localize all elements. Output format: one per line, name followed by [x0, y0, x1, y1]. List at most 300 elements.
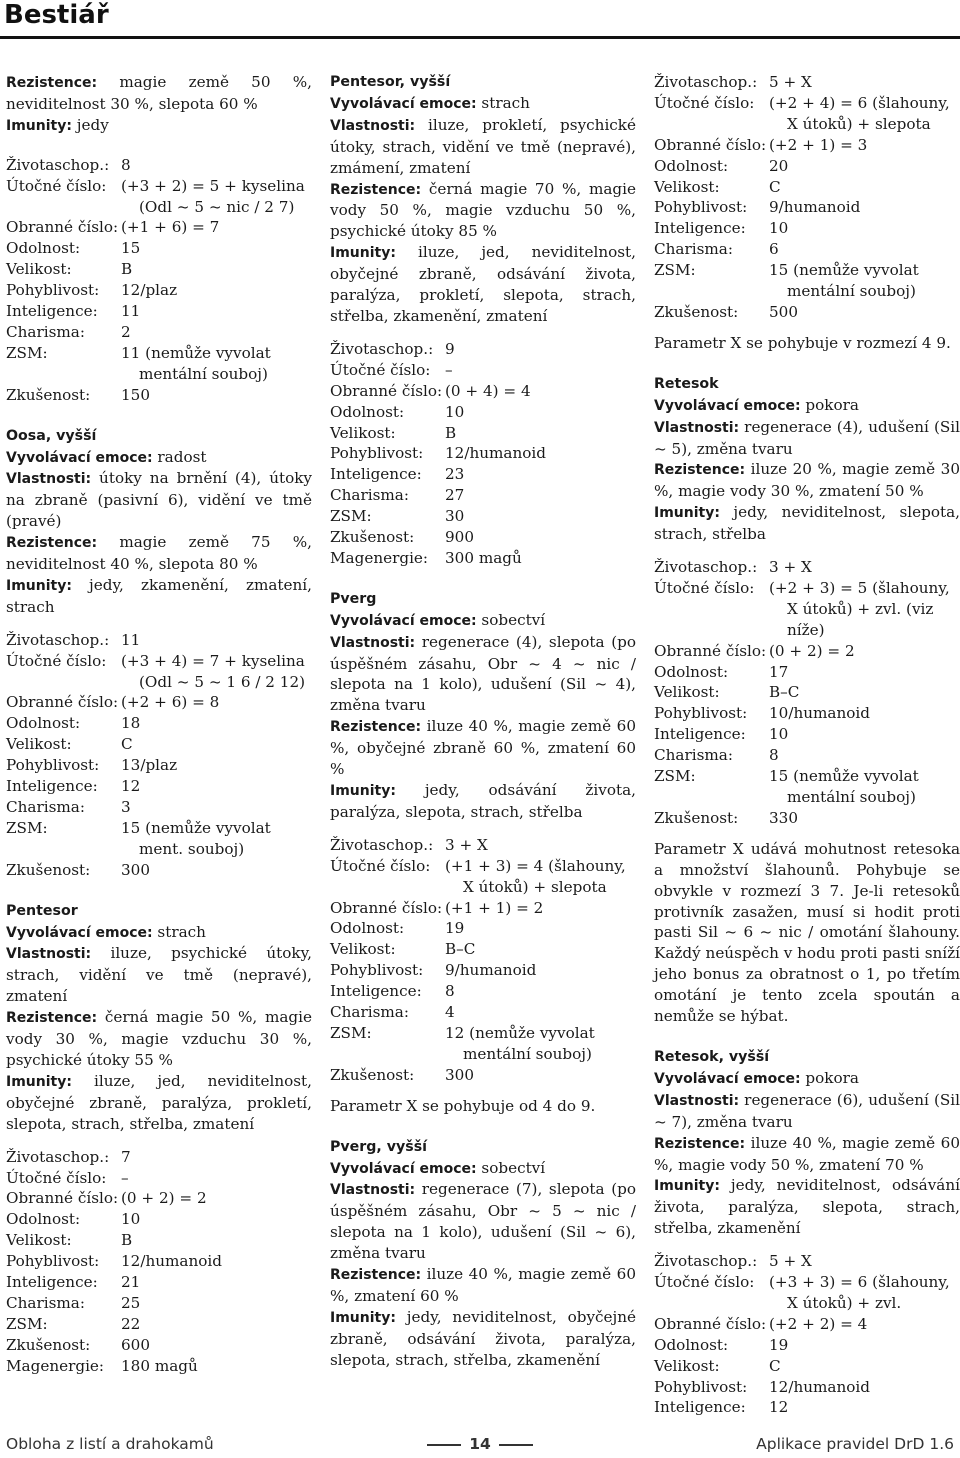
stat-row	[654, 745, 960, 766]
stat-label	[6, 197, 121, 218]
stat-label: Charisma:	[330, 1003, 409, 1022]
stat-row	[654, 1356, 960, 1377]
stat-row	[654, 135, 960, 156]
stat-value: 27	[445, 486, 465, 505]
property-key: Vyvolávací emoce:	[330, 1160, 477, 1177]
property-key: Imunity:	[6, 117, 72, 134]
stat-row	[654, 1314, 960, 1335]
stat-row	[6, 176, 312, 197]
stat-row	[6, 1251, 312, 1272]
stat-value: ment. souboj)	[139, 839, 245, 858]
stat-row	[330, 898, 636, 919]
stat-row	[330, 443, 636, 464]
stat-block	[330, 339, 636, 569]
stat-label: Obranné číslo:	[330, 381, 443, 400]
stat-label: Velikost:	[6, 260, 72, 279]
stat-row	[654, 578, 960, 599]
stat-row	[654, 1272, 960, 1293]
monster-property	[6, 1071, 312, 1135]
stat-row	[654, 1377, 960, 1398]
stat-value: 12/plaz	[121, 281, 178, 300]
monster-name: Retesok, vyšší	[654, 1048, 770, 1065]
stat-row	[6, 301, 312, 322]
monster-property	[330, 115, 636, 179]
stat-row	[330, 981, 636, 1002]
stat-value: 12/humanoid	[121, 1252, 222, 1271]
property-key: Rezistence:	[330, 181, 422, 198]
property-value: sobectví	[476, 610, 546, 629]
stat-label: Pohyblivost:	[654, 704, 748, 723]
stat-row	[6, 860, 312, 881]
stat-row	[6, 217, 312, 238]
stat-value: 10	[769, 725, 789, 744]
stat-row	[654, 1397, 960, 1418]
stat-block	[654, 557, 960, 829]
stat-label: Inteligence:	[654, 219, 746, 238]
stat-label: Velikost:	[330, 423, 396, 442]
monster-property	[6, 575, 312, 618]
property-value: regenerace (4), udušení (Sil ~ 5), změna tvaru	[654, 417, 960, 458]
monster-entry	[330, 1137, 636, 1371]
stat-label: ZSM:	[654, 767, 696, 786]
property-value: černá magie 50 %, magie vody 30 %, magie vzduchu 30 %, psychické útoky 55 %	[6, 1008, 312, 1069]
stat-label: Pohyblivost:	[6, 281, 100, 300]
property-key: Vlastnosti:	[654, 419, 740, 436]
stat-label: Obranné číslo:	[6, 218, 119, 237]
stat-label: Charisma:	[654, 746, 733, 765]
stat-row	[6, 197, 312, 218]
column-1	[6, 72, 312, 1377]
stat-row	[654, 808, 960, 829]
stat-value: (+1 + 3) = 4 (šlahouny,	[445, 856, 626, 875]
property-value: jedy	[71, 115, 109, 134]
stat-value: (+2 + 3) = 5 (šlahouny,	[769, 578, 950, 597]
stat-value: 3 + X	[769, 558, 812, 577]
stat-row	[6, 839, 312, 860]
stat-row	[6, 155, 312, 176]
stat-row	[6, 1188, 312, 1209]
stat-value: (Odl ~ 5 ~ nic / 2 7)	[139, 197, 295, 216]
stat-label	[654, 1293, 769, 1314]
stat-row	[654, 662, 960, 683]
monster-property	[654, 459, 960, 502]
stat-row	[6, 818, 312, 839]
monster-entry	[6, 901, 312, 1377]
stat-label: Odolnost:	[654, 156, 729, 175]
stat-value: 9/humanoid	[445, 961, 537, 980]
stat-value: 12	[769, 1398, 789, 1417]
property-value: jedy, zkamenění, zmatení, strach	[6, 575, 312, 616]
monster-name: Pentesor	[6, 902, 78, 919]
stat-label: Charisma:	[6, 322, 85, 341]
property-key: Rezistence:	[330, 719, 422, 736]
column-3	[654, 72, 960, 1418]
stat-row	[6, 734, 312, 755]
property-value: strach	[152, 922, 206, 941]
stat-value: 300	[445, 1065, 474, 1084]
stat-row	[6, 1230, 312, 1251]
stat-label: Obranné číslo:	[654, 135, 767, 154]
stat-label	[654, 281, 769, 302]
monster-entry	[654, 1047, 960, 1418]
property-value: iluze, psychické útoky, strach, vidění ve tmě (nepravé), zmatení	[6, 944, 312, 1006]
stat-value: mentální souboj)	[787, 788, 916, 806]
stat-value: B	[121, 1231, 133, 1250]
stat-value: (Odl ~ 5 ~ 1 6 / 2 12)	[139, 672, 306, 691]
stat-label: Velikost:	[654, 683, 720, 702]
stat-value: 10/humanoid	[769, 704, 870, 723]
stat-label: Životaschop.:	[330, 339, 434, 358]
stat-row	[654, 1293, 960, 1314]
property-value: černá magie 70 %, magie vody 50 %, magie vzduchu 50 %, psychické útoky 85 %	[330, 179, 636, 241]
monster-property	[6, 468, 312, 532]
property-key: Vyvolávací emoce:	[330, 95, 477, 112]
stat-block	[654, 72, 960, 323]
stat-label: Útočné číslo:	[330, 856, 431, 875]
stat-label: Životaschop.:	[6, 1147, 110, 1166]
stat-value: 11	[121, 630, 141, 649]
monster-entry	[330, 72, 636, 569]
stat-value: 9/humanoid	[769, 198, 861, 217]
stat-row	[6, 1168, 312, 1189]
stat-value: (+1 + 1) = 2	[445, 898, 544, 917]
property-key: Vlastnosti:	[6, 946, 92, 963]
stat-label: ZSM:	[330, 507, 372, 526]
stat-value: 13/plaz	[121, 756, 178, 775]
stat-label: Zkušenost:	[6, 860, 91, 879]
stat-label: ZSM:	[654, 261, 696, 280]
monster-property	[6, 447, 312, 469]
stat-value: C	[769, 177, 781, 196]
stat-row	[330, 506, 636, 527]
property-key: Vyvolávací emoce:	[6, 924, 153, 941]
stat-row	[330, 939, 636, 960]
stat-label: Charisma:	[6, 798, 85, 816]
stat-label: Zkušenost:	[6, 1335, 91, 1354]
property-value: jedy, neviditelnost, odsávání života, paralýza, slepota, strach, střelba, zkamenění	[654, 1176, 960, 1238]
monster-property	[330, 610, 636, 632]
stat-label: Odolnost:	[6, 1210, 81, 1229]
stat-label: Životaschop.:	[6, 630, 110, 649]
monster-property	[654, 1133, 960, 1176]
stat-label: ZSM:	[6, 818, 48, 837]
stat-value: (0 + 4) = 4	[445, 381, 531, 400]
stat-value: mentální souboj)	[463, 1044, 592, 1063]
stat-row	[654, 93, 960, 114]
property-key: Imunity:	[6, 1073, 72, 1090]
stat-value: 23	[445, 465, 465, 484]
footer-dash-right	[499, 1444, 533, 1446]
monster-name: Pverg	[330, 590, 377, 607]
monster-property	[330, 1179, 636, 1264]
stat-row	[330, 527, 636, 548]
property-value: iluze 40 %, magie země 60 %, obyčejné zbraně 60 %, zmatení 60 %	[330, 717, 636, 779]
monster-property	[6, 943, 312, 1007]
stat-label	[6, 364, 121, 385]
property-key: Vyvolávací emoce:	[654, 1070, 801, 1087]
monster-property	[654, 502, 960, 545]
stat-label: Útočné číslo:	[654, 1273, 755, 1292]
monster-entry	[6, 72, 312, 406]
stat-label: Inteligence:	[6, 1273, 98, 1292]
stat-row	[654, 197, 960, 218]
property-value: iluze, jed, neviditelnost, obyčejné zbraně, odsávání života, paralýza, prokletí, slepota, strach, střelba, zkamenění, zmatení	[330, 243, 636, 325]
monster-property	[330, 1307, 636, 1371]
stat-value: 8	[121, 155, 131, 174]
monster-property	[330, 632, 636, 717]
stat-label: Zkušenost:	[330, 528, 415, 547]
stat-value: 5 + X	[769, 1252, 812, 1271]
stat-value: 330	[769, 808, 798, 827]
stat-value: C	[121, 735, 133, 754]
stat-value: X útoků) + zvl. (viz níže)	[787, 599, 934, 639]
stat-value: 19	[769, 1335, 789, 1354]
stat-row	[654, 724, 960, 745]
monster-property	[654, 1090, 960, 1133]
page-footer	[0, 1425, 960, 1455]
stat-label: Zkušenost:	[654, 808, 739, 827]
monster-property	[6, 532, 312, 575]
stat-label	[654, 599, 769, 641]
stat-note: Parametr X udává mohutnost retesoka a množství šlahounů. Pohybuje se obvykle v rozmezí 3 7. Je-li retesoků protivník zasažen, musí si hodit proti pasti Sil ~ 6 ~ nic / omotání šlahouny. Každý neúspěch v hodu proti pasti sníží jeho bonus za obratnost o 1, po třetím omotání je tento zcela spoután a nemůže se hýbat.	[654, 839, 960, 1026]
stat-value: (+2 + 2) = 4	[769, 1314, 868, 1333]
stat-value: B–C	[769, 683, 800, 702]
property-key: Vyvolávací emoce:	[6, 449, 153, 466]
stat-label: Pohyblivost:	[654, 198, 748, 217]
stat-row	[654, 114, 960, 135]
stat-row	[330, 1044, 636, 1065]
stat-row	[6, 1147, 312, 1168]
stat-value: mentální souboj)	[787, 282, 916, 301]
stat-label: Odolnost:	[6, 714, 81, 733]
stat-value: (0 + 2) = 2	[769, 641, 855, 660]
stat-row	[330, 856, 636, 877]
stat-label	[654, 114, 769, 135]
stat-value: B	[445, 423, 457, 442]
stat-value: 15 (nemůže vyvolat	[769, 767, 919, 786]
property-key: Rezistence:	[330, 1267, 422, 1284]
stat-value: X útoků) + zvl.	[787, 1293, 902, 1312]
column-2	[330, 72, 636, 1371]
property-value: iluze, prokletí, psychické útoky, strach, vidění ve tmě (nepravé), zmámení, zmatení	[330, 115, 636, 177]
stat-row	[330, 918, 636, 939]
monster-property	[654, 1068, 960, 1090]
footer-series-title: Aplikace pravidel DrD 1.6	[756, 1435, 954, 1453]
stat-label: Inteligence:	[330, 465, 422, 484]
property-key: Vyvolávací emoce:	[330, 612, 477, 629]
stat-value: 7	[121, 1147, 131, 1166]
stat-value: 21	[121, 1273, 141, 1292]
property-value: iluze 20 %, magie země 30 %, magie vody 30 %, zmatení 50 %	[654, 460, 960, 501]
stat-row	[6, 364, 312, 385]
stat-label: Odolnost:	[330, 402, 405, 421]
property-key: Vyvolávací emoce:	[654, 397, 801, 414]
property-value: jedy, neviditelnost, slepota, strach, střelba	[654, 503, 960, 544]
property-key: Imunity:	[330, 245, 396, 262]
stat-label: Velikost:	[654, 177, 720, 196]
stat-label: Inteligence:	[330, 982, 422, 1001]
stat-value: 8	[445, 982, 455, 1001]
footer-dash-left	[427, 1444, 461, 1446]
stat-row	[330, 1002, 636, 1023]
stat-row	[6, 238, 312, 259]
stat-label: Velikost:	[6, 735, 72, 754]
property-key: Vlastnosti:	[330, 117, 416, 134]
stat-row	[6, 280, 312, 301]
stat-row	[654, 260, 960, 281]
stat-value: (+2 + 6) = 8	[121, 693, 220, 712]
stat-row	[654, 1335, 960, 1356]
stat-label: Obranné číslo:	[330, 898, 443, 917]
monster-property	[330, 1264, 636, 1307]
stat-label: Pohyblivost:	[330, 444, 424, 463]
stat-value: 12 (nemůže vyvolat	[445, 1023, 595, 1042]
stat-row	[6, 692, 312, 713]
stat-row	[330, 360, 636, 381]
property-key: Vlastnosti:	[330, 634, 416, 651]
monster-name: Pverg, vyšší	[330, 1138, 427, 1155]
stat-row	[330, 877, 636, 898]
stat-row	[6, 651, 312, 672]
stat-label: Životaschop.:	[330, 835, 434, 854]
stat-row	[330, 381, 636, 402]
stat-value: (+2 + 4) = 6 (šlahouny,	[769, 93, 950, 112]
stat-value: 180 magů	[121, 1356, 198, 1375]
stat-value: 5 + X	[769, 73, 812, 91]
stat-row	[654, 787, 960, 808]
monster-name: Oosa, vyšší	[6, 427, 97, 444]
stat-value: B	[121, 260, 133, 279]
stat-row	[6, 1314, 312, 1335]
stat-row	[6, 755, 312, 776]
stat-value: 4	[445, 1003, 455, 1022]
property-key: Imunity:	[330, 1309, 396, 1326]
property-value: pokora	[800, 1068, 859, 1087]
stat-value: 12/humanoid	[445, 444, 546, 463]
stat-block	[6, 1147, 312, 1377]
monster-property	[6, 922, 312, 944]
property-value: pokora	[800, 395, 859, 414]
monster-property	[6, 115, 312, 137]
stat-row	[654, 703, 960, 724]
stat-label: ZSM:	[6, 1314, 48, 1333]
stat-row	[654, 281, 960, 302]
stat-value: 10	[121, 1210, 141, 1229]
property-key: Rezistence:	[654, 462, 746, 479]
stat-value: X útoků) + slepota	[787, 114, 931, 133]
stat-row	[6, 322, 312, 343]
monster-entry	[6, 426, 312, 881]
stat-label: Inteligence:	[6, 302, 98, 321]
stat-row	[654, 239, 960, 260]
stat-row	[330, 960, 636, 981]
stat-label: Životaschop.:	[654, 73, 758, 91]
stat-value: mentální souboj)	[139, 364, 268, 383]
stat-value: 600	[121, 1335, 150, 1354]
stat-row	[6, 630, 312, 651]
stat-label: Pohyblivost:	[654, 1377, 748, 1396]
stat-value: 30	[445, 507, 465, 526]
property-value: regenerace (7), slepota (po úspěšném zásahu, Obr ~ 5 ~ nic / slepota na 1 kolo), udušení (Sil ~ 6), změna tvaru	[330, 1180, 636, 1263]
stat-row	[330, 402, 636, 423]
stat-label: Útočné číslo:	[330, 360, 431, 379]
stat-label: Zkušenost:	[654, 302, 739, 321]
stat-value: 3 + X	[445, 835, 488, 854]
stat-value: 6	[769, 240, 779, 259]
stat-value: (+3 + 2) = 5 + kyselina	[121, 176, 305, 195]
stat-label: Životaschop.:	[654, 558, 758, 577]
stat-label: Charisma:	[330, 486, 409, 505]
page-header	[0, 0, 960, 44]
property-key: Vlastnosti:	[654, 1092, 740, 1109]
monster-property	[6, 72, 312, 115]
stat-row	[6, 259, 312, 280]
monster-property	[654, 417, 960, 460]
stat-value: 10	[445, 402, 465, 421]
stat-row	[330, 835, 636, 856]
stat-label: Zkušenost:	[6, 385, 91, 404]
property-value: jedy, neviditelnost, obyčejné zbraně, odsávání života, paralýza, slepota, strach, střelba, zkamenění	[330, 1307, 636, 1369]
stat-value: 10	[769, 219, 789, 238]
property-key: Vlastnosti:	[6, 471, 92, 488]
stat-label: Útočné číslo:	[6, 1168, 107, 1187]
stat-value: 18	[121, 714, 141, 733]
stat-value: (+1 + 6) = 7	[121, 218, 220, 237]
property-key: Rezistence:	[654, 1135, 746, 1152]
stat-label: Životaschop.:	[654, 1252, 758, 1271]
stat-label: Pohyblivost:	[330, 961, 424, 980]
stat-block	[6, 630, 312, 881]
stat-label: Odolnost:	[654, 1335, 729, 1354]
stat-label: Magenergie:	[6, 1356, 105, 1375]
monster-name: Pentesor, vyšší	[330, 74, 451, 90]
stat-value: 2	[121, 322, 131, 341]
stat-row	[6, 1272, 312, 1293]
stat-label: Odolnost:	[6, 239, 81, 258]
stat-label	[654, 787, 769, 808]
stat-note: Parametr X se pohybuje v rozmezí 4 9.	[654, 333, 951, 352]
stat-label: Magenergie:	[330, 548, 429, 567]
stat-row	[6, 1356, 312, 1377]
monster-entry	[330, 589, 636, 1117]
stat-value: 11	[121, 302, 141, 321]
stat-row	[330, 485, 636, 506]
monster-property	[654, 395, 960, 417]
stat-label: ZSM:	[330, 1023, 372, 1042]
monster-entry	[654, 72, 960, 354]
stat-value: 19	[445, 919, 465, 938]
property-value: iluze, jed, neviditelnost, obyčejné zbraně, paralýza, prokletí, slepota, strach, střelba, zmatení	[6, 1071, 312, 1133]
property-key: Imunity:	[330, 783, 396, 799]
stat-value: 8	[769, 746, 779, 765]
stat-row	[6, 343, 312, 364]
property-value: magie země 75 %, neviditelnost 40 %, slepota 80 %	[6, 533, 312, 574]
stat-label: Obranné číslo:	[6, 693, 119, 712]
stat-row	[654, 766, 960, 787]
stat-label: Útočné číslo:	[654, 578, 755, 597]
stat-row	[654, 156, 960, 177]
property-value: strach	[476, 93, 530, 112]
stat-label: Útočné číslo:	[654, 93, 755, 112]
stat-label: Odolnost:	[654, 662, 729, 681]
stat-row	[330, 464, 636, 485]
property-key: Imunity:	[6, 577, 72, 594]
stat-value: 25	[121, 1293, 141, 1312]
property-value: sobectví	[476, 1158, 546, 1177]
stat-row	[330, 339, 636, 360]
stat-value: 20	[769, 156, 789, 175]
stat-value: –	[445, 360, 453, 379]
